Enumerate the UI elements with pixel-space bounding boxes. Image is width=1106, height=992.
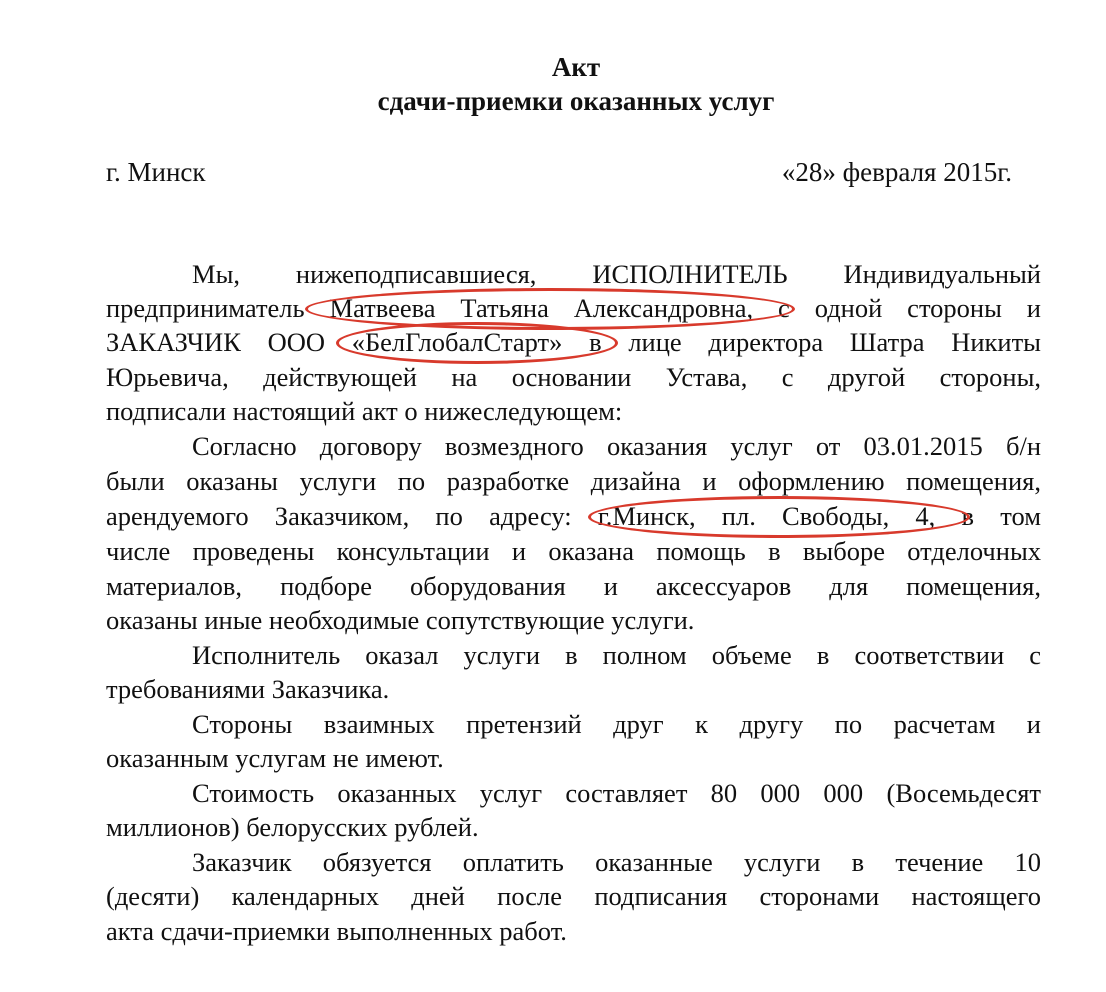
body-line: Исполнитель оказал услуги в полном объеме в соответствии с: [192, 640, 1041, 670]
document-date: «28» февраля 2015г.: [781, 157, 1012, 187]
body-line: Заказчик обязуется оплатить оказанные услуги в течение 10: [192, 847, 1041, 877]
body-line: Стороны взаимных претензий друг к другу по расчетам и: [192, 709, 1041, 739]
body-line: (десяти) календарных дней после подписания сторонами настоящего: [106, 881, 1041, 911]
document-subtitle: сдачи-приемки оказанных услуг: [377, 86, 775, 116]
body-line: были оказаны услуги по разработке дизайна и оформлению помещения,: [106, 466, 1041, 496]
body-line: Стоимость оказанных услуг составляет 80 000 000 (Восемьдесят: [192, 778, 1041, 808]
body-line: материалов, подборе оборудования и аксессуаров для помещения,: [106, 571, 1041, 601]
body-line: ЗАКАЗЧИК ООО «БелГлобалСтарт» в лице директора Шатра Никиты: [106, 327, 1041, 357]
body-line: требованиями Заказчика.: [106, 674, 390, 704]
body-line: арендуемого Заказчиком, по адресу: г.Минск, пл. Свободы, 4, в том: [106, 501, 1041, 531]
body-line: миллионов) белорусских рублей.: [106, 812, 479, 842]
document-city: г. Минск: [106, 157, 206, 187]
document-title: Акт: [551, 52, 601, 82]
body-line: подписали настоящий акт о нижеследующем:: [106, 396, 623, 426]
body-line: числе проведены консультации и оказана помощь в выборе отделочных: [106, 536, 1041, 566]
body-line: акта сдачи-приемки выполненных работ.: [106, 916, 567, 946]
body-line: Мы, нижеподписавшиеся, ИСПОЛНИТЕЛЬ Индивидуальный: [192, 259, 1041, 289]
body-line: предприниматель Матвеева Татьяна Александровна, с одной стороны и: [106, 293, 1041, 323]
body-line: Согласно договору возмездного оказания услуг от 03.01.2015 б/н: [192, 431, 1041, 461]
body-line: Юрьевича, действующей на основании Устава, с другой стороны,: [106, 362, 1041, 392]
body-line: оказанным услугам не имеют.: [106, 743, 444, 773]
body-line: оказаны иные необходимые сопутствующие услуги.: [106, 605, 695, 635]
